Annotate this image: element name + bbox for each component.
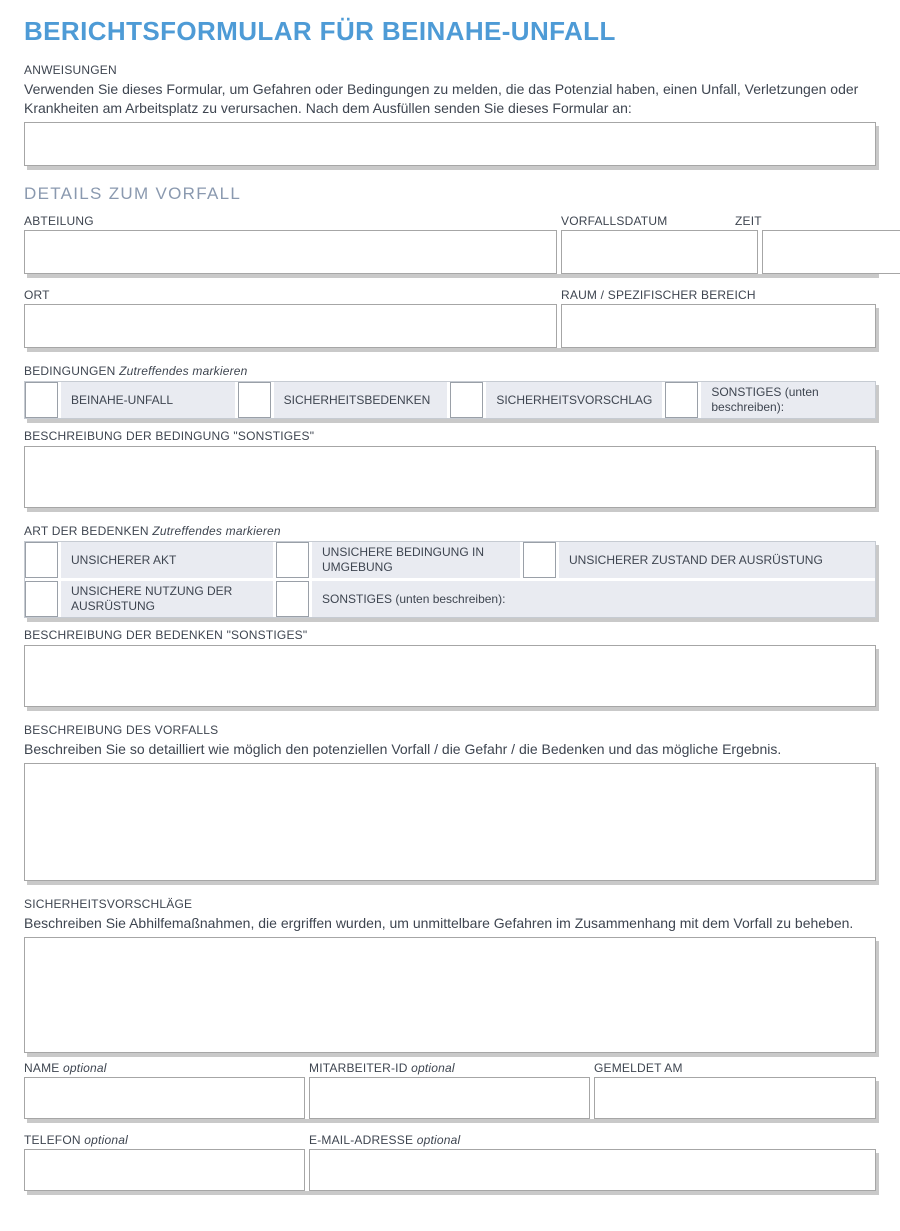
mitarbeiter-id-label-suffix: optional bbox=[411, 1061, 455, 1075]
sicherheitsvorschlaege-input[interactable] bbox=[24, 937, 876, 1053]
bedenken-grid bbox=[24, 541, 876, 618]
send-to-row bbox=[24, 122, 876, 166]
bedingungen-grid bbox=[24, 381, 876, 419]
kontakt-row1 bbox=[24, 1077, 876, 1119]
checkbox-unsicherer-zustand[interactable] bbox=[523, 542, 556, 578]
option-beinahe-unfall: BEINAHE-UNFALL bbox=[61, 382, 235, 418]
option-sonstiges-bedingung: SONSTIGES (unten beschreiben): bbox=[701, 382, 875, 418]
checkbox-unsichere-nutzung[interactable] bbox=[25, 581, 58, 617]
bedenken-label bbox=[24, 524, 876, 538]
telefon-label-suffix: optional bbox=[84, 1133, 128, 1147]
checkbox-unsichere-bedingung[interactable] bbox=[276, 542, 309, 578]
option-sicherheitsvorschlag: SICHERHEITSVORSCHLAG bbox=[486, 382, 662, 418]
page-title: BERICHTSFORMULAR FÜR BEINAHE-UNFALL bbox=[24, 16, 616, 46]
option-unsicherer-zustand: UNSICHERER ZUSTAND DER AUSRÜSTUNG bbox=[559, 542, 875, 578]
mitarbeiter-id-input[interactable] bbox=[309, 1077, 590, 1119]
details-row1-labels bbox=[24, 214, 876, 228]
bedenken-row1 bbox=[25, 542, 875, 578]
name-label-suffix: optional bbox=[63, 1061, 107, 1075]
option-sicherheitsbedenken: SICHERHEITSBEDENKEN bbox=[274, 382, 448, 418]
checkbox-sicherheitsbedenken[interactable] bbox=[238, 382, 271, 418]
send-to-input[interactable] bbox=[24, 122, 876, 166]
instructions-label: ANWEISUNGEN bbox=[24, 63, 117, 77]
beschreibung-bedingung-input[interactable] bbox=[24, 446, 876, 508]
bedingungen-label-text: BEDINGUNGEN bbox=[24, 364, 116, 378]
bedingungen-row bbox=[25, 382, 875, 418]
zeit-label: ZEIT bbox=[735, 214, 762, 228]
details-row2-labels bbox=[24, 288, 876, 302]
details-row1 bbox=[24, 230, 876, 274]
beschreibung-bedingung-row bbox=[24, 446, 876, 508]
raum-input[interactable] bbox=[561, 304, 876, 348]
section-details-heading: DETAILS ZUM VORFALL bbox=[24, 184, 242, 203]
checkbox-sonstiges-bedingung[interactable] bbox=[665, 382, 698, 418]
telefon-label bbox=[24, 1133, 305, 1147]
beschreibung-bedenken-row bbox=[24, 645, 876, 707]
sicherheitsvorschlaege-hint: Beschreiben Sie Abhilfemaßnahmen, die ergriffen wurden, um unmittelbare Gefahren im Zusammenhang mit dem Vorfall zu beheben. bbox=[24, 915, 854, 931]
raum-label: RAUM / SPEZIFISCHER BEREICH bbox=[561, 288, 756, 302]
checkbox-beinahe-unfall[interactable] bbox=[25, 382, 58, 418]
option-unsicherer-akt: UNSICHERER AKT bbox=[61, 542, 273, 578]
ort-label: ORT bbox=[24, 288, 50, 302]
instructions-text: Verwenden Sie dieses Formular, um Gefahren oder Bedingungen zu melden, die das Potenzial haben, einen Unfall, Verletzungen oder Krankheiten am Arbeitsplatz zu verursachen. Nach dem Ausfüllen senden Sie dieses Formular an: bbox=[24, 81, 859, 116]
checkbox-sicherheitsvorschlag[interactable] bbox=[450, 382, 483, 418]
vorfall-beschreibung-label: BESCHREIBUNG DES VORFALLS bbox=[24, 723, 219, 737]
zeit-input[interactable] bbox=[762, 230, 900, 274]
checkbox-unsicherer-akt[interactable] bbox=[25, 542, 58, 578]
kontakt-row1-labels bbox=[24, 1061, 876, 1075]
checkbox-sonstiges-bedenken[interactable] bbox=[276, 581, 309, 617]
email-label-text: E-MAIL-ADRESSE bbox=[309, 1133, 414, 1147]
email-label-suffix: optional bbox=[416, 1133, 461, 1147]
name-label bbox=[24, 1061, 305, 1075]
bedingungen-hint: Zutreffendes markieren bbox=[119, 364, 248, 378]
gemeldet-am-label bbox=[594, 1061, 876, 1075]
bedenken-row2 bbox=[25, 581, 875, 617]
sicherheitsvorschlaege-label: SICHERHEITSVORSCHLÄGE bbox=[24, 897, 193, 911]
email-label bbox=[309, 1133, 876, 1147]
option-sonstiges-bedenken: SONSTIGES (unten beschreiben): bbox=[312, 581, 875, 617]
option-unsichere-nutzung: UNSICHERE NUTZUNG DER AUSRÜSTUNG bbox=[61, 581, 273, 617]
mitarbeiter-id-label bbox=[309, 1061, 590, 1075]
vorfallsdatum-label: VORFALLSDATUM bbox=[561, 214, 668, 228]
sicherheitsvorschlaege-row bbox=[24, 937, 876, 1053]
bedingungen-label bbox=[24, 364, 876, 378]
bedenken-hint: Zutreffendes markieren bbox=[152, 524, 281, 538]
gemeldet-am-label-text: GEMELDET AM bbox=[594, 1061, 683, 1075]
beschreibung-bedenken-input[interactable] bbox=[24, 645, 876, 707]
email-input[interactable] bbox=[309, 1149, 876, 1191]
option-unsichere-bedingung: UNSICHERE BEDINGUNG IN UMGEBUNG bbox=[312, 542, 520, 578]
beschreibung-bedenken-label: BESCHREIBUNG DER BEDENKEN "SONSTIGES" bbox=[24, 628, 308, 642]
abteilung-input[interactable] bbox=[24, 230, 557, 274]
vorfall-beschreibung-row bbox=[24, 763, 876, 881]
vorfall-beschreibung-hint: Beschreiben Sie so detailliert wie möglich den potenziellen Vorfall / die Gefahr / die Bedenken und das mögliche Ergebnis. bbox=[24, 741, 782, 757]
mitarbeiter-id-label-text: MITARBEITER-ID bbox=[309, 1061, 408, 1075]
name-label-text: NAME bbox=[24, 1061, 60, 1075]
beschreibung-bedingung-label: BESCHREIBUNG DER BEDINGUNG "SONSTIGES" bbox=[24, 429, 315, 443]
name-input[interactable] bbox=[24, 1077, 305, 1119]
abteilung-label: ABTEILUNG bbox=[24, 214, 94, 228]
vorfallsdatum-input[interactable] bbox=[561, 230, 758, 274]
telefon-label-text: TELEFON bbox=[24, 1133, 81, 1147]
details-row2 bbox=[24, 304, 876, 348]
gemeldet-am-input[interactable] bbox=[594, 1077, 876, 1119]
kontakt-row2 bbox=[24, 1149, 876, 1191]
bedenken-label-text: ART DER BEDENKEN bbox=[24, 524, 149, 538]
kontakt-row2-labels bbox=[24, 1133, 876, 1147]
ort-input[interactable] bbox=[24, 304, 557, 348]
telefon-input[interactable] bbox=[24, 1149, 305, 1191]
vorfall-beschreibung-input[interactable] bbox=[24, 763, 876, 881]
